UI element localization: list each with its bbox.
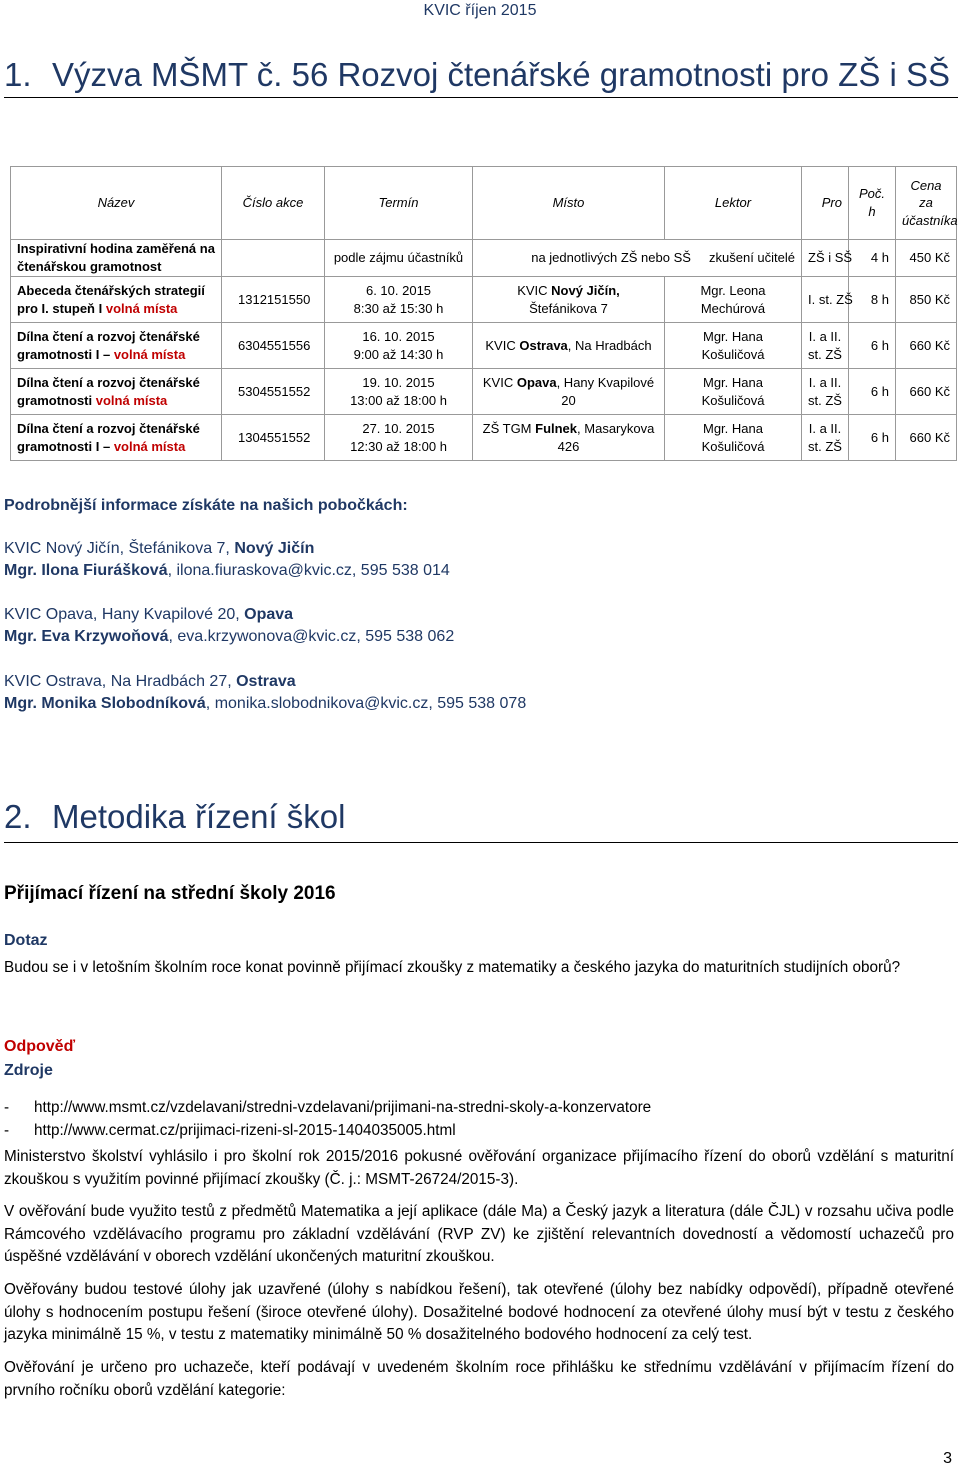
course-pro: I. a II. st. ZŠ	[802, 369, 849, 415]
course-place: KVIC Opava, Hany Kvapilové 20	[473, 369, 665, 415]
course-number: 6304551556	[222, 323, 325, 369]
answer-label: Odpověď	[4, 1038, 76, 1055]
course-number: 5304551552	[222, 369, 325, 415]
course-number	[222, 240, 325, 277]
col-header-place: Místo	[473, 167, 665, 240]
course-price: 660 Kč	[896, 369, 957, 415]
section-1-title: Výzva MŠMT č. 56 Rozvoj čtenářské gramotnosti pro ZŠ i SŠ	[52, 56, 951, 93]
course-price: 660 Kč	[896, 415, 957, 461]
free-places-label: volná místa	[113, 438, 186, 454]
course-number: 1312151550	[222, 277, 325, 323]
course-date: 6. 10. 2015 8:30 až 15:30 h	[325, 277, 473, 323]
col-header-number: Číslo akce	[222, 167, 325, 240]
course-date: 16. 10. 2015 9:00 až 14:30 h	[325, 323, 473, 369]
course-hours: 8 h	[849, 277, 896, 323]
answer-paragraph: V ověřování bude využito testů z předmětů Matematika a její aplikace (dále Ma) a Český jazyk a literatura (dále ČJL) v rozsahu učiva podle Rámcového vzdělávacího programu pro základní vzdělávání (RVP ZV) ke zjištění relevantních dovedností a vědomostí uchazečů pro úspěšné vzdělávání v oborech vzdělání ukončených maturitní zkouškou.	[4, 1203, 954, 1265]
course-name: Dílna čtení a rozvoj čtenářské gramotnosti volná místa	[11, 369, 222, 415]
table-row	[11, 415, 957, 461]
course-lector: Mgr. Hana Košuličová	[665, 323, 802, 369]
course-hours: 6 h	[849, 369, 896, 415]
course-place-lector	[473, 240, 802, 277]
contacts-heading: Podrobnější informace získáte na našich pobočkách:	[4, 497, 408, 514]
col-header-lector: Lektor	[665, 167, 802, 240]
page-header-title: KVIC říjen 2015	[423, 2, 537, 19]
section-1-rule	[4, 97, 958, 98]
table-row	[11, 240, 957, 277]
col-header-date: Termín	[325, 167, 473, 240]
course-lector: Mgr. Hana Košuličová	[665, 369, 802, 415]
table-row	[11, 369, 957, 415]
question-label: Dotaz	[4, 932, 48, 949]
course-lector: zkušení učitelé	[709, 250, 795, 266]
course-date: 19. 10. 2015 13:00 až 18:00 h	[325, 369, 473, 415]
branch-address: KVIC Nový Jičín, Štefánikova 7, Nový Jičín	[4, 540, 315, 557]
branch-contact: Mgr. Monika Slobodníková, monika.slobodnikova@kvic.cz, 595 538 078	[4, 695, 527, 712]
course-pro: I. a II. st. ZŠ	[802, 415, 849, 461]
free-places-label: volná místa	[105, 300, 178, 316]
question-text: Budou se i v letošním školním roce konat povinně přijímací zkoušky z matematiky a českého jazyka do maturitních studijních oborů?	[4, 959, 901, 976]
table-row	[11, 323, 957, 369]
branch-address: KVIC Opava, Hany Kvapilové 20, Opava	[4, 606, 294, 623]
course-date: podle zájmu účastníků	[325, 240, 473, 277]
course-hours: 6 h	[849, 323, 896, 369]
courses-table	[10, 166, 957, 461]
course-number: 1304551552	[222, 415, 325, 461]
course-name: Dílna čtení a rozvoj čtenářské gramotnosti I – volná místa	[11, 415, 222, 461]
course-name: Abeceda čtenářských strategií pro I. stupeň I volná místa	[11, 277, 222, 323]
course-price: 660 Kč	[896, 323, 957, 369]
course-price: 850 Kč	[896, 277, 957, 323]
col-header-name: Název	[11, 167, 222, 240]
sources-label: Zdroje	[4, 1062, 53, 1079]
section-2-heading	[4, 798, 345, 836]
course-place: KVIC Nový Jičín, Štefánikova 7	[473, 277, 665, 323]
branch-contact: Mgr. Ilona Fiurášková, ilona.fiuraskova@kvic.cz, 595 538 014	[4, 562, 450, 579]
branch-address: KVIC Ostrava, Na Hradbách 27, Ostrava	[4, 673, 296, 690]
course-pro: I. st. ZŠ	[802, 277, 849, 323]
course-place: KVIC Ostrava, Na Hradbách	[473, 323, 665, 369]
course-name: Dílna čtení a rozvoj čtenářské gramotnosti I – volná místa	[11, 323, 222, 369]
course-date: 27. 10. 2015 12:30 až 18:00 h	[325, 415, 473, 461]
col-header-pro: Pro	[802, 167, 849, 240]
section-2-title: Metodika řízení škol	[52, 798, 346, 835]
section-1-number: 1.	[4, 56, 32, 93]
free-places-label: volná místa	[113, 346, 186, 362]
course-lector: Mgr. Leona Mechúrová	[665, 277, 802, 323]
course-price: 450 Kč	[896, 240, 957, 277]
answer-paragraph: Ověřovány budou testové úlohy jak uzavřené (úlohy s nabídkou řešení), tak otevřené (úlohy bez nabídky odpovědí), případně otevřené úlohy s hodnocením postupu řešení (široce otevřené úlohy). Dosažitelné bodové hodnocení za otevřené úlohy musí být v testu z českého jazyka minimálně 15 %, v testu z matematiky minimálně 50 % dosažitelného bodového hodnocení za celý test.	[4, 1281, 954, 1343]
source-link[interactable]: - http://www.cermat.cz/prijimaci-rizeni-sl-2015-1404035005.html	[4, 1122, 456, 1139]
course-hours: 6 h	[849, 415, 896, 461]
table-row	[11, 277, 957, 323]
section-2-number: 2.	[4, 798, 32, 835]
source-link[interactable]: - http://www.msmt.cz/vzdelavani/stredni-vzdelavani/prijimani-na-stredni-skoly-a-konzervatore	[4, 1099, 652, 1116]
subheading: Přijímací řízení na střední školy 2016	[4, 883, 336, 904]
course-place: na jednotlivých ZŠ nebo SŠ	[531, 250, 691, 266]
course-pro: ZŠ i SŠ	[802, 240, 849, 277]
answer-paragraph: Ministerstvo školství vyhlásilo i pro školní rok 2015/2016 pokusné ověřování organizace přijímacího řízení do oborů vzdělání s maturitní zkouškou s využitím povinné přijímací zkoušky (Č. j.: MSMT-26724/2015-3).	[4, 1148, 954, 1188]
answer-paragraph: Ověřování je určeno pro uchazeče, kteří podávají v uvedeném školním roce přihlášku ke střednímu vzdělávání v přijímacím řízení do prvního ročníku oborů vzdělání kategorie:	[4, 1359, 954, 1399]
branch-contact: Mgr. Eva Krzywoňová, eva.krzywonova@kvic.cz, 595 538 062	[4, 628, 455, 645]
section-2-rule	[4, 842, 958, 843]
course-place: ZŠ TGM Fulnek, Masarykova 426	[473, 415, 665, 461]
course-lector: Mgr. Hana Košuličová	[665, 415, 802, 461]
col-header-hours: Poč. h	[849, 167, 896, 240]
section-1-heading	[4, 56, 950, 94]
table-header-row	[11, 167, 957, 240]
course-pro: I. a II. st. ZŠ	[802, 323, 849, 369]
page-number: 3	[943, 1450, 952, 1467]
course-name: Inspirativní hodina zaměřená na čtenářskou gramotnost	[11, 240, 222, 277]
col-header-price: Cena za účastníka	[896, 167, 957, 240]
course-hours: 4 h	[849, 240, 896, 277]
free-places-label: volná místa	[95, 392, 168, 408]
